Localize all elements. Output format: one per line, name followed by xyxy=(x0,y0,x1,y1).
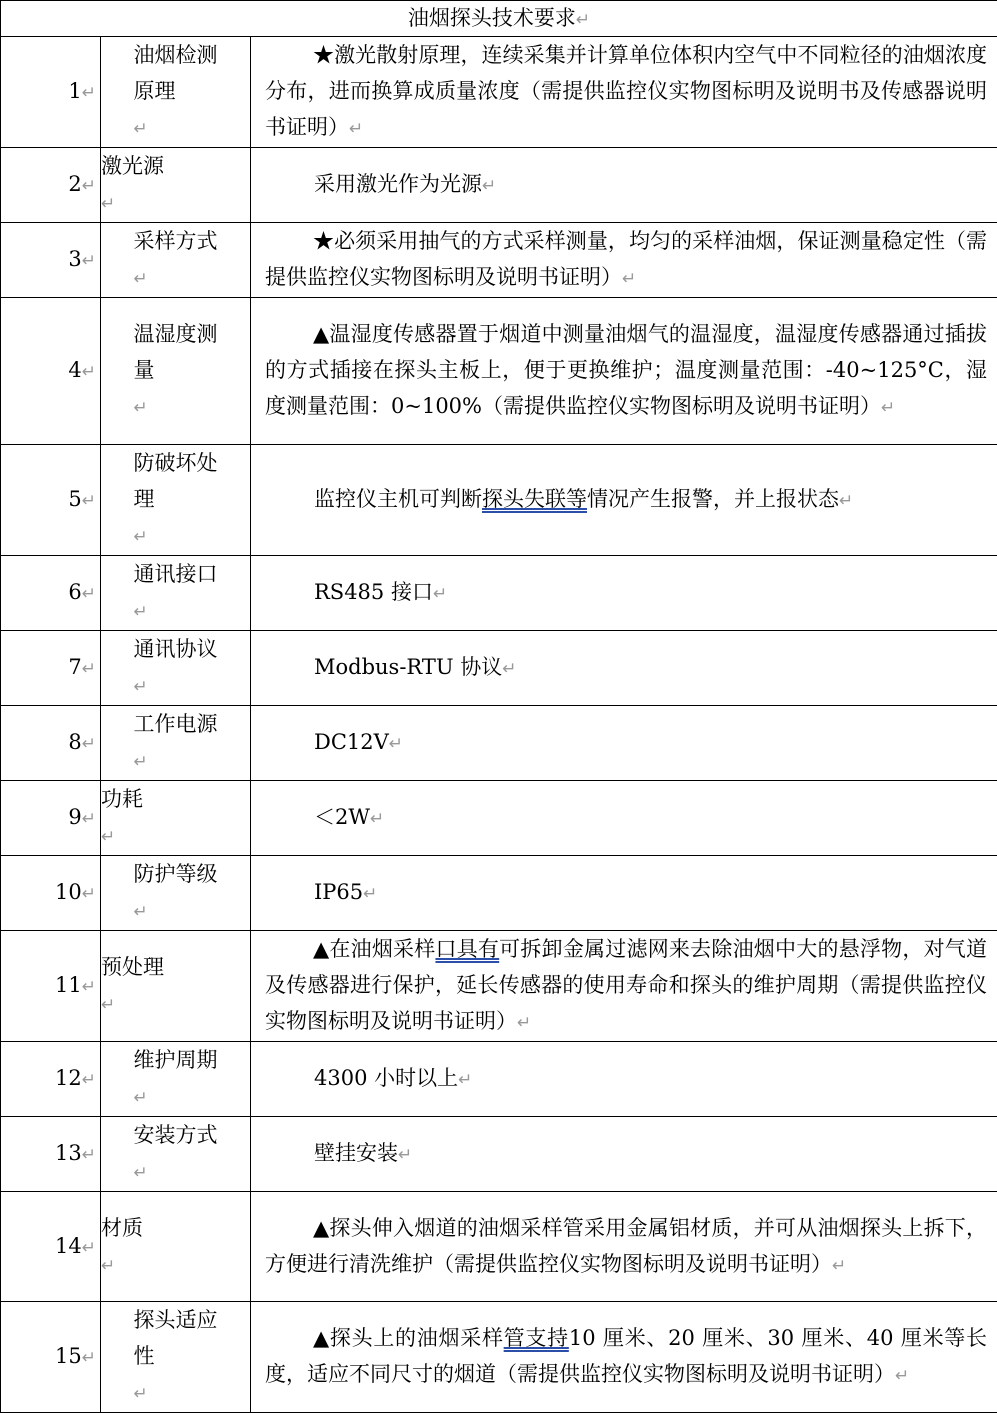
row-value: 采用激光作为光源↵ xyxy=(251,148,997,223)
table-row xyxy=(1,223,997,298)
row-value: 4300 小时以上↵ xyxy=(251,1042,997,1117)
table-row xyxy=(1,1042,997,1117)
table-row xyxy=(1,706,997,781)
row-label: 防护等级↵ xyxy=(101,856,251,931)
table-row xyxy=(1,1117,997,1192)
row-number: 3↵ xyxy=(1,223,101,298)
row-number: 12↵ xyxy=(1,1042,101,1117)
table-row xyxy=(1,556,997,631)
row-number: 15↵ xyxy=(1,1302,101,1413)
row-label: 温湿度测量↵ xyxy=(101,298,251,445)
row-label: 激光源↵ xyxy=(101,148,251,223)
row-value: ▲温湿度传感器置于烟道中测量油烟气的温湿度，温湿度传感器通过插拔的方式插接在探头主板上，便于更换维护；温度测量范围：-40~125°C，湿度测量范围：0~100%（需提供监控仪实物图标明及说明书证明）↵ xyxy=(251,298,997,445)
row-number: 13↵ xyxy=(1,1117,101,1192)
row-label: 油烟检测原理↵ xyxy=(101,37,251,148)
row-number: 9↵ xyxy=(1,781,101,856)
table-row xyxy=(1,856,997,931)
row-value: ★必须采用抽气的方式采样测量，均匀的采样油烟，保证测量稳定性（需提供监控仪实物图标明及说明书证明）↵ xyxy=(251,223,997,298)
row-label: 探头适应性↵ xyxy=(101,1302,251,1413)
row-number: 1↵ xyxy=(1,37,101,148)
row-number: 10↵ xyxy=(1,856,101,931)
row-label: 材质↵ xyxy=(101,1192,251,1302)
table-row xyxy=(1,1302,997,1413)
row-value: ▲在油烟采样口具有可拆卸金属过滤网来去除油烟中大的悬浮物，对气道及传感器进行保护，延长传感器的使用寿命和探头的维护周期（需提供监控仪实物图标明及说明书证明）↵ xyxy=(251,931,997,1042)
row-number: 11↵ xyxy=(1,931,101,1042)
table-row xyxy=(1,298,997,445)
row-value: Modbus-RTU 协议↵ xyxy=(251,631,997,706)
row-number: 2↵ xyxy=(1,148,101,223)
row-label: 通讯协议↵ xyxy=(101,631,251,706)
row-label: 工作电源↵ xyxy=(101,706,251,781)
table-row xyxy=(1,781,997,856)
row-value: 监控仪主机可判断探头失联等情况产生报警，并上报状态↵ xyxy=(251,445,997,556)
row-number: 14↵ xyxy=(1,1192,101,1302)
table-row xyxy=(1,37,997,148)
row-number: 4↵ xyxy=(1,298,101,445)
row-value: ＜2W↵ xyxy=(251,781,997,856)
row-number: 5↵ xyxy=(1,445,101,556)
row-value: 壁挂安装↵ xyxy=(251,1117,997,1192)
row-label: 采样方式↵ xyxy=(101,223,251,298)
table-row xyxy=(1,148,997,223)
row-label: 预处理↵ xyxy=(101,931,251,1042)
row-number: 6↵ xyxy=(1,556,101,631)
row-label: 维护周期↵ xyxy=(101,1042,251,1117)
row-number: 7↵ xyxy=(1,631,101,706)
table-row xyxy=(1,931,997,1042)
row-value: RS485 接口↵ xyxy=(251,556,997,631)
row-number: 8↵ xyxy=(1,706,101,781)
row-value: ▲探头上的油烟采样管支持10 厘米、20 厘米、30 厘米、40 厘米等长度，适应不同尺寸的烟道（需提供监控仪实物图标明及说明书证明）↵ xyxy=(251,1302,997,1413)
row-value: IP65↵ xyxy=(251,856,997,931)
row-label: 安装方式↵ xyxy=(101,1117,251,1192)
row-label: 功耗↵ xyxy=(101,781,251,856)
table-row xyxy=(1,445,997,556)
row-value: DC12V↵ xyxy=(251,706,997,781)
table-row xyxy=(1,1192,997,1302)
table-title: 油烟探头技术要求↵ xyxy=(1,1,997,37)
row-value: ▲探头伸入烟道的油烟采样管采用金属铝材质，并可从油烟探头上拆下，方便进行清洗维护（需提供监控仪实物图标明及说明书证明）↵ xyxy=(251,1192,997,1302)
row-label: 通讯接口↵ xyxy=(101,556,251,631)
row-label: 防破坏处理↵ xyxy=(101,445,251,556)
row-value: ★激光散射原理，连续采集并计算单位体积内空气中不同粒径的油烟浓度分布，进而换算成质量浓度（需提供监控仪实物图标明及说明书及传感器说明书证明）↵ xyxy=(251,37,997,148)
table-row xyxy=(1,631,997,706)
